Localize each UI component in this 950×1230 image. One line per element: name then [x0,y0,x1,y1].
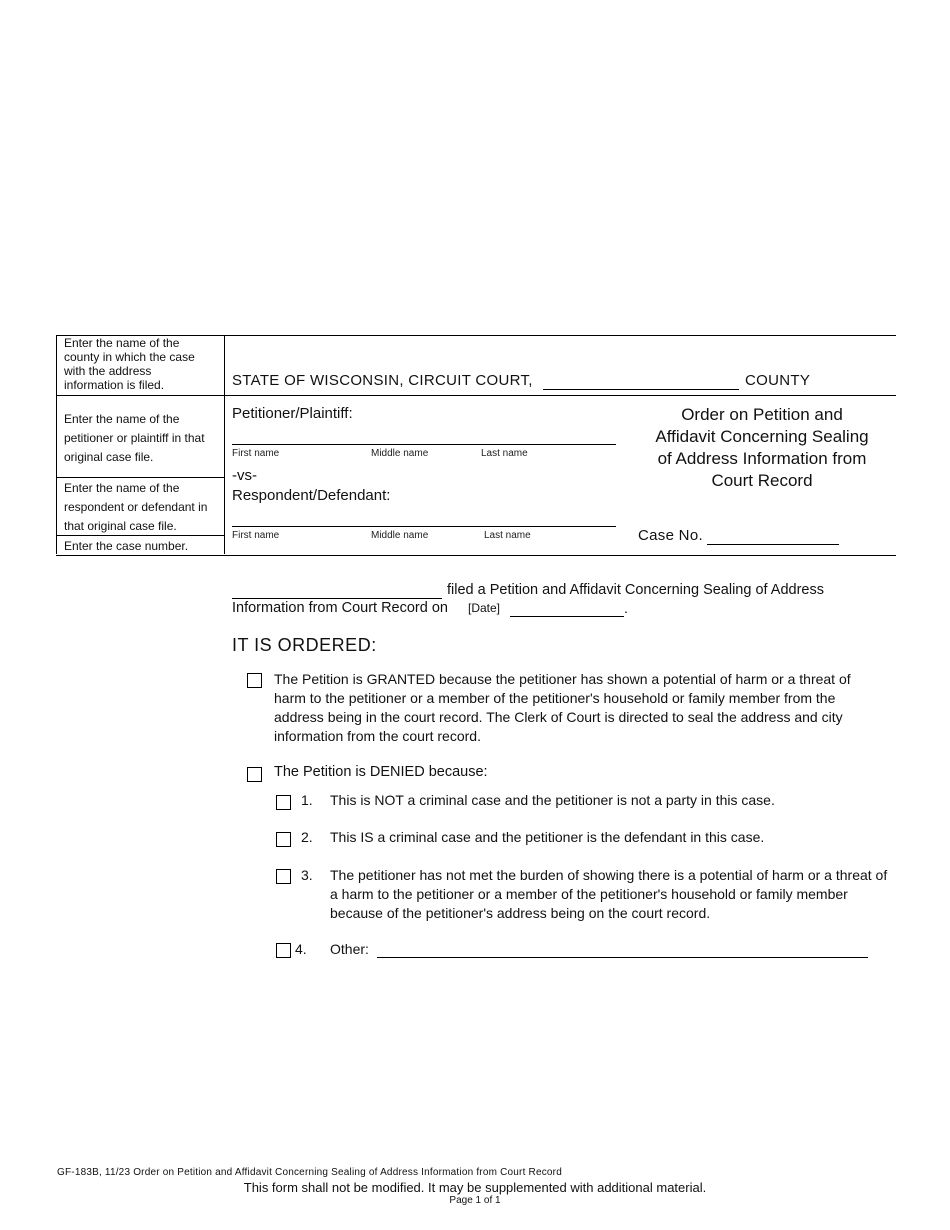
county-input[interactable] [543,373,739,390]
date-hint: [Date] [468,601,501,615]
petitioner-hint: Enter the name of the petitioner or plaintiff in that original case file. [64,412,205,464]
respondent-middle-name-label: Middle name [371,530,429,541]
respondent-hint: Enter the name of the respondent or defendant in that original case file. [64,481,208,533]
filed-text-2: Information from Court Record on [232,600,448,616]
reason-1-number: 1. [301,792,313,808]
county-suffix: COUNTY [745,372,811,389]
reason-2-number: 2. [301,829,313,845]
reason-3-text: The petitioner has not met the burden of showing there is a potential of harm or a threat of a harm to the petitioner or a member of the petitioner's household or family member because of the petitioner's address being on the court record. [330,867,888,921]
reason-3-checkbox[interactable] [276,869,291,884]
reason-4-number: 4. [295,941,307,957]
respondent-name-input[interactable] [232,510,616,527]
reason-1-checkbox[interactable] [276,795,291,810]
respondent-last-name-label: Last name [484,530,531,541]
filed-period: . [624,600,628,616]
other-reason-input[interactable] [377,941,868,958]
reason-2-checkbox[interactable] [276,832,291,847]
reason-3-number: 3. [301,867,313,883]
filed-text: filed a Petition and Affidavit Concerning Sealing of Address [447,582,824,598]
form-id: GF-183B, 11/23 Order on Petition and Affidavit Concerning Sealing of Address Information from Court Record [57,1167,562,1178]
form-title: Order on Petition and Affidavit Concerning Sealing of Address Information from Court Record [655,405,869,490]
granted-text: The Petition is GRANTED because the petitioner has shown a potential of harm or a threat of harm to the petitioner or a member of the petitioner's household or family member from the address being in the court record. The Clerk of Court is directed to seal the address and city information from the court record. [274,671,851,744]
ordered-heading: IT IS ORDERED: [232,635,377,655]
filer-name-input[interactable] [232,582,442,599]
page-number: Page 1 of 1 [449,1195,501,1206]
court-heading [232,372,533,389]
respondent-first-name-label: First name [232,530,280,541]
petitioner-name-input[interactable] [232,428,616,445]
denied-checkbox[interactable] [247,767,262,782]
reason-4-text: Other: [330,941,369,957]
county-hint: Enter the name of the county in which the case with the address information is filed. [64,336,195,392]
petitioner-label: Petitioner/Plaintiff: [232,405,353,422]
case-no-input[interactable] [707,528,839,545]
petitioner-last-name-label: Last name [481,448,528,459]
granted-checkbox[interactable] [247,673,262,688]
reason-1-text: This is NOT a criminal case and the petitioner is not a party in this case. [330,792,775,808]
case-no-label: Case No. [638,527,703,544]
court-prefix: STATE OF WISCONSIN, CIRCUIT COURT, [232,372,533,389]
row-divider-2 [56,477,224,478]
petitioner-first-name-label: First name [232,448,280,459]
date-input[interactable] [510,600,624,617]
row-divider-1 [56,395,896,396]
petitioner-middle-name-label: Middle name [371,448,429,459]
denied-text: The Petition is DENIED because: [274,764,488,780]
reason-4-checkbox[interactable] [276,943,291,958]
vs-label: -vs- [232,467,257,484]
respondent-label: Respondent/Defendant: [232,487,391,504]
case-number-hint: Enter the case number. [64,539,189,553]
reason-2-text: This IS a criminal case and the petitioner is the defendant in this case. [330,829,765,845]
form-notice: This form shall not be modified. It may be supplemented with additional material. [243,1180,707,1195]
